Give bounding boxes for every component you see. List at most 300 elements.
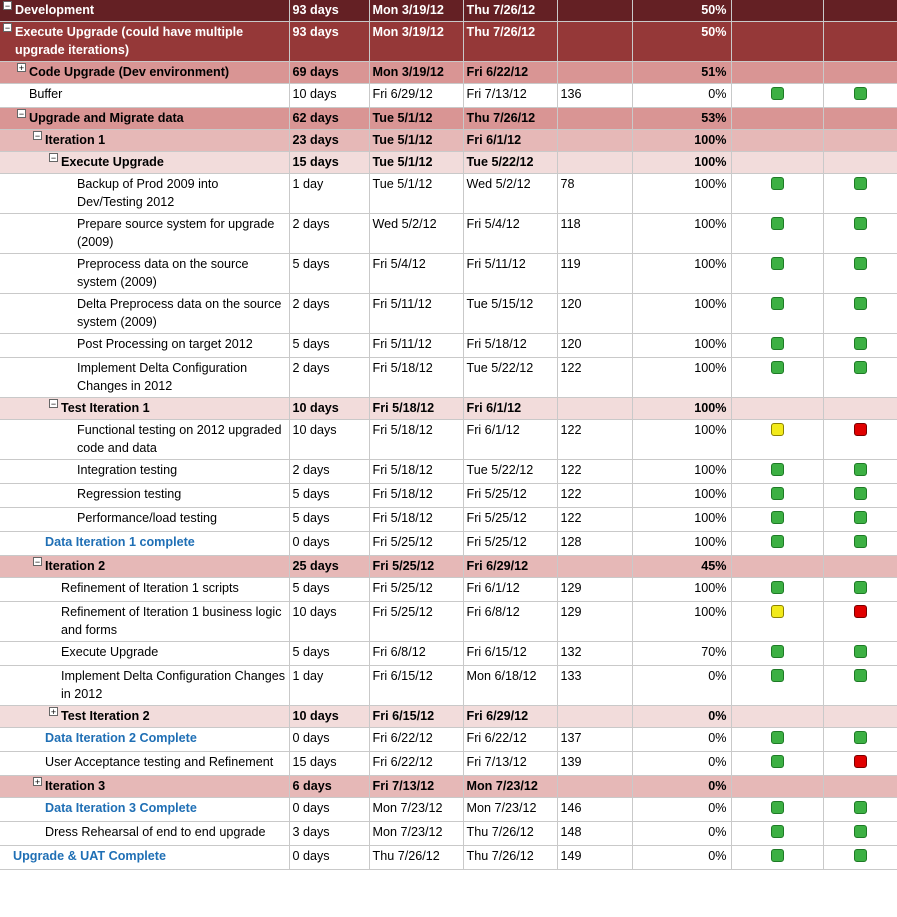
- predecessors-cell[interactable]: [557, 776, 632, 798]
- task-name-cell[interactable]: [0, 398, 289, 420]
- indicator-cell-2: [823, 108, 897, 130]
- start-cell[interactable]: [369, 484, 463, 508]
- predecessors-cell[interactable]: [557, 508, 632, 532]
- task-name-cell[interactable]: [0, 822, 289, 846]
- task-name-cell[interactable]: [0, 62, 289, 84]
- percent-complete-cell[interactable]: [632, 578, 731, 602]
- finish-cell[interactable]: [463, 254, 557, 294]
- summary-task-row[interactable]: [0, 776, 897, 798]
- task-name-cell[interactable]: [0, 578, 289, 602]
- task-row[interactable]: [0, 642, 897, 666]
- task-name-cell[interactable]: [0, 84, 289, 108]
- finish-cell[interactable]: [463, 642, 557, 666]
- task-row[interactable]: [0, 602, 897, 642]
- predecessors-cell[interactable]: [557, 822, 632, 846]
- start-date: Fri 5/18/12: [372, 463, 433, 477]
- start-cell[interactable]: [369, 556, 463, 578]
- duration-cell[interactable]: [289, 108, 369, 130]
- percent-complete-cell[interactable]: [632, 84, 731, 108]
- indicator-cell-1: [731, 84, 823, 108]
- duration-cell[interactable]: [289, 532, 369, 556]
- finish-cell[interactable]: [463, 358, 557, 398]
- task-name-cell[interactable]: [0, 798, 289, 822]
- predecessors-cell[interactable]: [557, 0, 632, 22]
- start-cell[interactable]: [369, 460, 463, 484]
- task-row[interactable]: [0, 460, 897, 484]
- finish-cell[interactable]: [463, 602, 557, 642]
- duration-cell[interactable]: [289, 578, 369, 602]
- summary-task-row[interactable]: [0, 108, 897, 130]
- predecessors-cell[interactable]: [557, 130, 632, 152]
- task-name: Test Iteration 1: [61, 401, 150, 415]
- task-row[interactable]: [0, 334, 897, 358]
- task-name: User Acceptance testing and Refinement: [45, 755, 274, 769]
- predecessor-value: 122: [560, 463, 582, 477]
- task-name-cell[interactable]: [0, 642, 289, 666]
- percent-complete-cell[interactable]: [632, 532, 731, 556]
- finish-cell[interactable]: [463, 294, 557, 334]
- percent-complete-cell[interactable]: [632, 398, 731, 420]
- start-date: Fri 6/29/12: [372, 87, 433, 101]
- duration-cell[interactable]: [289, 84, 369, 108]
- task-row[interactable]: [0, 174, 897, 214]
- start-cell[interactable]: [369, 62, 463, 84]
- duration-cell[interactable]: [289, 666, 369, 706]
- task-row[interactable]: [0, 294, 897, 334]
- duration-cell[interactable]: [289, 706, 369, 728]
- predecessor-value: 148: [560, 825, 582, 839]
- status-indicator-green-icon: [854, 535, 867, 548]
- percent-complete-cell[interactable]: [632, 508, 731, 532]
- duration-value: 0 days: [292, 801, 330, 815]
- duration-cell[interactable]: [289, 398, 369, 420]
- finish-cell[interactable]: [463, 776, 557, 798]
- start-date: Fri 6/15/12: [372, 669, 433, 683]
- task-row[interactable]: [0, 214, 897, 254]
- duration-cell[interactable]: [289, 822, 369, 846]
- percent-complete-value: 0%: [708, 87, 727, 101]
- percent-complete-cell[interactable]: [632, 728, 731, 752]
- task-name-cell[interactable]: [0, 728, 289, 752]
- start-date: Wed 5/2/12: [372, 217, 437, 231]
- task-name: Iteration 3: [45, 779, 106, 793]
- start-date: Thu 7/26/12: [372, 849, 440, 863]
- task-name-cell[interactable]: [0, 508, 289, 532]
- predecessors-cell[interactable]: [557, 254, 632, 294]
- start-cell[interactable]: [369, 752, 463, 776]
- summary-task-row[interactable]: [0, 398, 897, 420]
- duration-cell[interactable]: [289, 22, 369, 62]
- percent-complete-cell[interactable]: [632, 706, 731, 728]
- collapse-icon[interactable]: −: [4, 23, 11, 33]
- predecessors-cell[interactable]: [557, 294, 632, 334]
- predecessors-cell[interactable]: [557, 642, 632, 666]
- predecessors-cell[interactable]: [557, 420, 632, 460]
- task-name-cell[interactable]: [0, 334, 289, 358]
- start-cell[interactable]: [369, 108, 463, 130]
- milestone-row[interactable]: [0, 728, 897, 752]
- duration-cell[interactable]: [289, 752, 369, 776]
- status-indicator-green-icon: [771, 361, 784, 374]
- finish-cell[interactable]: [463, 334, 557, 358]
- status-indicator-green-icon: [771, 337, 784, 350]
- duration-cell[interactable]: [289, 556, 369, 578]
- finish-cell[interactable]: [463, 666, 557, 706]
- duration-value: 5 days: [292, 511, 330, 525]
- predecessors-cell[interactable]: [557, 214, 632, 254]
- indicator-cell-2: [823, 152, 897, 174]
- summary-task-row[interactable]: [0, 22, 897, 62]
- indicator-cell-2: [823, 706, 897, 728]
- task-row[interactable]: [0, 254, 897, 294]
- milestone-row[interactable]: [0, 532, 897, 556]
- percent-complete-cell[interactable]: [632, 602, 731, 642]
- predecessors-cell[interactable]: [557, 532, 632, 556]
- predecessor-value: 120: [560, 297, 582, 311]
- predecessors-cell[interactable]: [557, 602, 632, 642]
- start-cell[interactable]: [369, 846, 463, 870]
- finish-cell[interactable]: [463, 174, 557, 214]
- predecessors-cell[interactable]: [557, 798, 632, 822]
- indicator-cell-2: [823, 822, 897, 846]
- collapse-icon[interactable]: −: [34, 131, 41, 141]
- task-name-cell[interactable]: [0, 776, 289, 798]
- start-cell[interactable]: [369, 152, 463, 174]
- duration-cell[interactable]: [289, 508, 369, 532]
- start-cell[interactable]: [369, 0, 463, 22]
- summary-task-row[interactable]: [0, 706, 897, 728]
- finish-date: Mon 7/23/12: [466, 801, 537, 815]
- indicator-cell-2: [823, 602, 897, 642]
- finish-cell[interactable]: [463, 0, 557, 22]
- finish-cell[interactable]: [463, 556, 557, 578]
- start-cell[interactable]: [369, 294, 463, 334]
- start-cell[interactable]: [369, 254, 463, 294]
- finish-cell[interactable]: [463, 84, 557, 108]
- percent-complete-cell[interactable]: [632, 776, 731, 798]
- start-date: Tue 5/1/12: [372, 177, 433, 191]
- start-cell[interactable]: [369, 174, 463, 214]
- predecessors-cell[interactable]: [557, 752, 632, 776]
- summary-task-row[interactable]: [0, 0, 897, 22]
- collapse-icon[interactable]: −: [34, 557, 41, 567]
- predecessors-cell[interactable]: [557, 666, 632, 706]
- duration-cell[interactable]: [289, 776, 369, 798]
- finish-cell[interactable]: [463, 508, 557, 532]
- percent-complete-cell[interactable]: [632, 822, 731, 846]
- start-cell[interactable]: [369, 798, 463, 822]
- finish-cell[interactable]: [463, 484, 557, 508]
- collapse-icon[interactable]: −: [50, 399, 57, 409]
- summary-task-row[interactable]: [0, 152, 897, 174]
- predecessors-cell[interactable]: [557, 152, 632, 174]
- percent-complete-cell[interactable]: [632, 666, 731, 706]
- collapse-icon[interactable]: −: [18, 109, 25, 119]
- summary-task-row[interactable]: [0, 130, 897, 152]
- predecessors-cell[interactable]: [557, 22, 632, 62]
- duration-value: 2 days: [292, 361, 330, 375]
- finish-date: Tue 5/15/12: [466, 297, 534, 311]
- start-cell[interactable]: [369, 130, 463, 152]
- indicator-cell-1: [731, 0, 823, 22]
- duration-value: 10 days: [292, 605, 337, 619]
- predecessor-value: 132: [560, 645, 582, 659]
- finish-cell[interactable]: [463, 798, 557, 822]
- start-cell[interactable]: [369, 84, 463, 108]
- task-name-cell[interactable]: [0, 846, 289, 870]
- summary-task-row[interactable]: [0, 62, 897, 84]
- start-date: Fri 6/8/12: [372, 645, 426, 659]
- percent-complete-value: 0%: [708, 825, 727, 839]
- task-name-cell[interactable]: [0, 254, 289, 294]
- task-name-cell[interactable]: [0, 666, 289, 706]
- finish-cell[interactable]: [463, 532, 557, 556]
- predecessor-value: 129: [560, 605, 582, 619]
- task-name-cell[interactable]: [0, 556, 289, 578]
- task-row[interactable]: [0, 484, 897, 508]
- indicator-cell-2: [823, 776, 897, 798]
- duration-cell[interactable]: [289, 602, 369, 642]
- task-name: Execute Upgrade: [61, 155, 164, 169]
- predecessors-cell[interactable]: [557, 706, 632, 728]
- predecessors-cell[interactable]: [557, 334, 632, 358]
- percent-complete-cell[interactable]: [632, 254, 731, 294]
- predecessors-cell[interactable]: [557, 460, 632, 484]
- start-cell[interactable]: [369, 532, 463, 556]
- status-indicator-green-icon: [771, 217, 784, 230]
- finish-cell[interactable]: [463, 822, 557, 846]
- duration-cell[interactable]: [289, 174, 369, 214]
- task-name: Code Upgrade (Dev environment): [29, 65, 230, 79]
- start-cell[interactable]: [369, 642, 463, 666]
- task-name-cell[interactable]: [0, 174, 289, 214]
- duration-cell[interactable]: [289, 358, 369, 398]
- finish-cell[interactable]: [463, 752, 557, 776]
- start-cell[interactable]: [369, 728, 463, 752]
- predecessors-cell[interactable]: [557, 556, 632, 578]
- duration-value: 15 days: [292, 155, 339, 169]
- task-name-cell[interactable]: [0, 602, 289, 642]
- task-row[interactable]: [0, 666, 897, 706]
- start-date: Fri 6/22/12: [372, 755, 433, 769]
- start-cell[interactable]: [369, 420, 463, 460]
- task-name-cell[interactable]: [0, 152, 289, 174]
- duration-cell[interactable]: [289, 728, 369, 752]
- duration-cell[interactable]: [289, 62, 369, 84]
- predecessor-value: 120: [560, 337, 582, 351]
- predecessors-cell[interactable]: [557, 84, 632, 108]
- task-row[interactable]: [0, 822, 897, 846]
- predecessors-cell[interactable]: [557, 108, 632, 130]
- finish-cell[interactable]: [463, 152, 557, 174]
- status-indicator-green-icon: [771, 669, 784, 682]
- predecessors-cell[interactable]: [557, 578, 632, 602]
- predecessors-cell[interactable]: [557, 728, 632, 752]
- indicator-cell-1: [731, 174, 823, 214]
- milestone-row[interactable]: [0, 846, 897, 870]
- indicator-cell-1: [731, 358, 823, 398]
- indicator-cell-1: [731, 728, 823, 752]
- task-name: Dress Rehearsal of end to end upgrade: [45, 825, 266, 839]
- task-name-cell[interactable]: [0, 420, 289, 460]
- duration-cell[interactable]: [289, 420, 369, 460]
- indicator-cell-1: [731, 152, 823, 174]
- task-name-cell[interactable]: [0, 706, 289, 728]
- duration-cell[interactable]: [289, 214, 369, 254]
- finish-cell[interactable]: [463, 22, 557, 62]
- duration-value: 25 days: [292, 559, 339, 573]
- start-cell[interactable]: [369, 22, 463, 62]
- finish-cell[interactable]: [463, 420, 557, 460]
- start-cell[interactable]: [369, 822, 463, 846]
- milestone-row[interactable]: [0, 798, 897, 822]
- percent-complete-cell[interactable]: [632, 846, 731, 870]
- duration-cell[interactable]: [289, 798, 369, 822]
- finish-cell[interactable]: [463, 130, 557, 152]
- start-date: Mon 7/23/12: [372, 825, 443, 839]
- task-name-cell[interactable]: [0, 22, 289, 62]
- indicator-cell-2: [823, 532, 897, 556]
- predecessors-cell[interactable]: [557, 398, 632, 420]
- task-name-cell[interactable]: [0, 532, 289, 556]
- finish-date: Fri 6/1/12: [466, 401, 522, 415]
- predecessors-cell[interactable]: [557, 846, 632, 870]
- finish-date: Fri 5/18/12: [466, 337, 527, 351]
- percent-complete-cell[interactable]: [632, 62, 731, 84]
- duration-cell[interactable]: [289, 254, 369, 294]
- finish-cell[interactable]: [463, 62, 557, 84]
- indicator-cell-2: [823, 294, 897, 334]
- duration-value: 0 days: [292, 849, 330, 863]
- task-name-cell[interactable]: [0, 484, 289, 508]
- percent-complete-cell[interactable]: [632, 752, 731, 776]
- predecessors-cell[interactable]: [557, 62, 632, 84]
- percent-complete-cell[interactable]: [632, 214, 731, 254]
- start-cell[interactable]: [369, 602, 463, 642]
- finish-date: Tue 5/22/12: [466, 361, 534, 375]
- collapse-icon[interactable]: −: [4, 1, 11, 11]
- task-name-cell[interactable]: [0, 108, 289, 130]
- percent-complete-value: 53%: [701, 111, 727, 125]
- status-indicator-green-icon: [854, 825, 867, 838]
- task-name: Post Processing on target 2012: [77, 337, 253, 351]
- percent-complete-cell[interactable]: [632, 0, 731, 22]
- predecessor-value: 118: [560, 217, 581, 231]
- percent-complete-cell[interactable]: [632, 556, 731, 578]
- percent-complete-cell[interactable]: [632, 294, 731, 334]
- duration-cell[interactable]: [289, 484, 369, 508]
- indicator-cell-2: [823, 728, 897, 752]
- finish-cell[interactable]: [463, 706, 557, 728]
- task-name-cell[interactable]: [0, 294, 289, 334]
- task-name-cell[interactable]: [0, 214, 289, 254]
- start-cell[interactable]: [369, 358, 463, 398]
- start-cell[interactable]: [369, 334, 463, 358]
- duration-cell[interactable]: [289, 846, 369, 870]
- percent-complete-cell[interactable]: [632, 420, 731, 460]
- task-name-cell[interactable]: [0, 0, 289, 22]
- task-name-cell[interactable]: [0, 358, 289, 398]
- percent-complete-cell[interactable]: [632, 484, 731, 508]
- task-name-cell[interactable]: [0, 752, 289, 776]
- task-name-cell[interactable]: [0, 130, 289, 152]
- finish-cell[interactable]: [463, 108, 557, 130]
- expand-icon[interactable]: +: [34, 777, 41, 787]
- task-row[interactable]: [0, 578, 897, 602]
- task-name-cell[interactable]: [0, 460, 289, 484]
- finish-cell[interactable]: [463, 460, 557, 484]
- predecessor-value: 78: [560, 177, 575, 191]
- duration-value: 93 days: [292, 3, 339, 17]
- expand-icon[interactable]: +: [18, 63, 25, 73]
- task-row[interactable]: [0, 752, 897, 776]
- finish-cell[interactable]: [463, 214, 557, 254]
- duration-cell[interactable]: [289, 294, 369, 334]
- duration-cell[interactable]: [289, 334, 369, 358]
- finish-cell[interactable]: [463, 398, 557, 420]
- duration-cell[interactable]: [289, 130, 369, 152]
- collapse-icon[interactable]: −: [50, 153, 57, 163]
- task-row[interactable]: [0, 84, 897, 108]
- percent-complete-cell[interactable]: [632, 358, 731, 398]
- start-cell[interactable]: [369, 776, 463, 798]
- predecessors-cell[interactable]: [557, 358, 632, 398]
- start-cell[interactable]: [369, 214, 463, 254]
- percent-complete-cell[interactable]: [632, 130, 731, 152]
- start-cell[interactable]: [369, 578, 463, 602]
- duration-cell[interactable]: [289, 152, 369, 174]
- expand-icon[interactable]: +: [50, 707, 57, 717]
- summary-task-row[interactable]: [0, 556, 897, 578]
- percent-complete-cell[interactable]: [632, 798, 731, 822]
- percent-complete-cell[interactable]: [632, 22, 731, 62]
- finish-cell[interactable]: [463, 728, 557, 752]
- duration-cell[interactable]: [289, 642, 369, 666]
- status-indicator-green-icon: [771, 463, 784, 476]
- finish-cell[interactable]: [463, 846, 557, 870]
- task-row[interactable]: [0, 508, 897, 532]
- percent-complete-cell[interactable]: [632, 108, 731, 130]
- duration-cell[interactable]: [289, 460, 369, 484]
- percent-complete-cell[interactable]: [632, 642, 731, 666]
- percent-complete-cell[interactable]: [632, 152, 731, 174]
- predecessors-cell[interactable]: [557, 174, 632, 214]
- finish-date: Fri 5/11/12: [466, 257, 526, 271]
- indicator-cell-1: [731, 706, 823, 728]
- predecessors-cell[interactable]: [557, 484, 632, 508]
- status-indicator-red-icon: [854, 423, 867, 436]
- status-indicator-green-icon: [771, 297, 784, 310]
- start-cell[interactable]: [369, 666, 463, 706]
- percent-complete-value: 0%: [708, 849, 727, 863]
- percent-complete-cell[interactable]: [632, 334, 731, 358]
- duration-value: 5 days: [292, 257, 330, 271]
- indicator-cell-2: [823, 508, 897, 532]
- percent-complete-cell[interactable]: [632, 174, 731, 214]
- duration-cell[interactable]: [289, 0, 369, 22]
- percent-complete-cell[interactable]: [632, 460, 731, 484]
- status-indicator-green-icon: [771, 755, 784, 768]
- percent-complete-value: 100%: [694, 337, 727, 351]
- start-cell[interactable]: [369, 508, 463, 532]
- task-row[interactable]: [0, 358, 897, 398]
- finish-cell[interactable]: [463, 578, 557, 602]
- task-row[interactable]: [0, 420, 897, 460]
- start-cell[interactable]: [369, 706, 463, 728]
- start-cell[interactable]: [369, 398, 463, 420]
- indicator-cell-1: [731, 752, 823, 776]
- predecessor-value: 128: [560, 535, 582, 549]
